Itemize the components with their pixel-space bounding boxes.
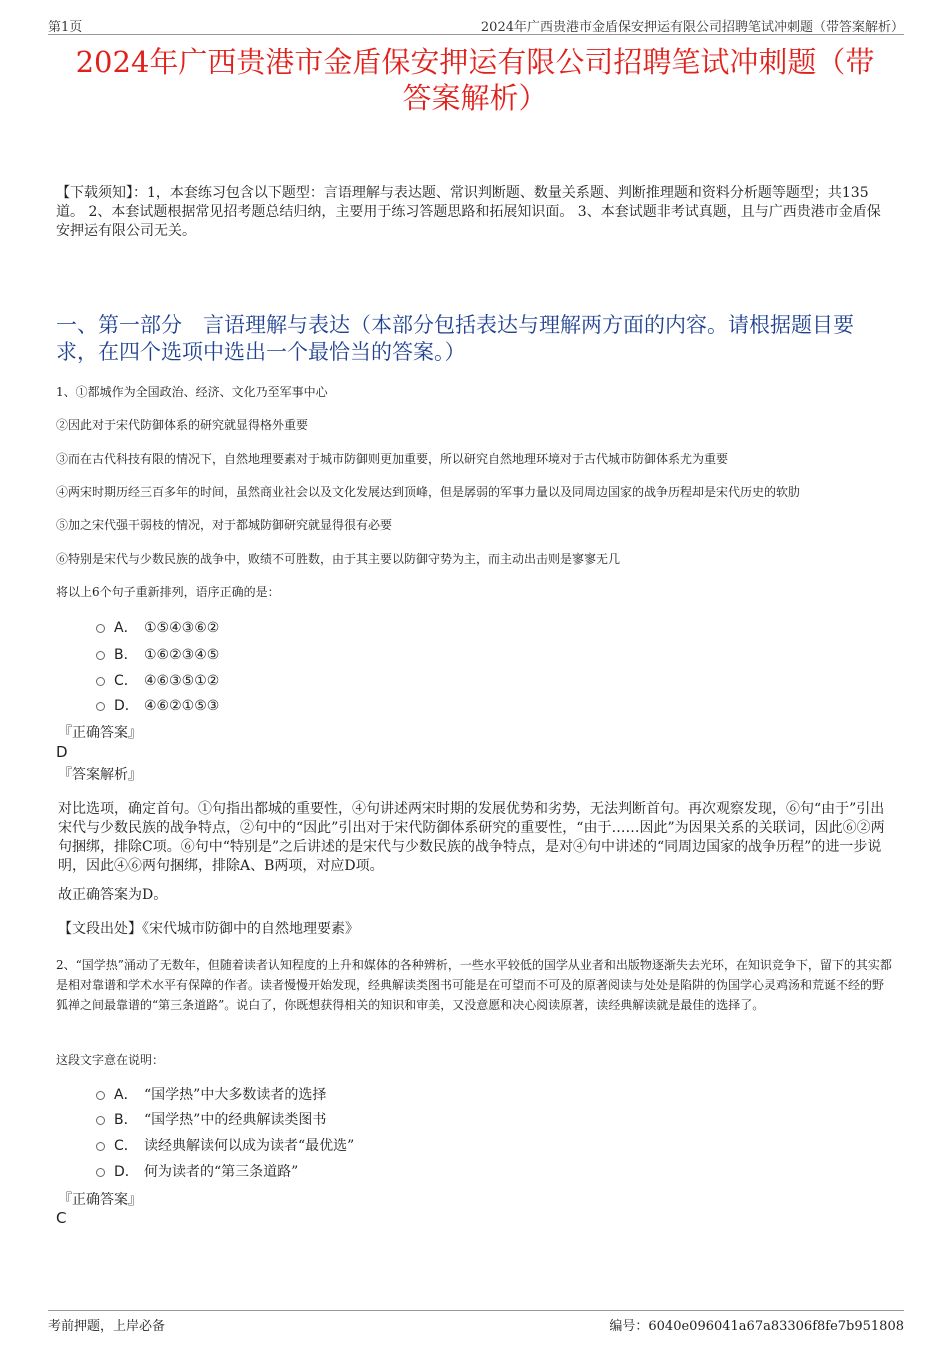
download-notice: 【下载须知】：1，本套练习包含以下题型：言语理解与表达题、常识判断题、数量关系题、判断推理题和资料分析题等题型；共135道。 2、本套试题根据常见招考题总结归纳，主要用于练习答题思路和拓展知识面。 3、本套试题非考试真题，且与广西贵港市金盾保安押运有限公司无关。	[56, 185, 881, 239]
option-text: ①⑥②③④⑤	[144, 647, 220, 663]
q1-option-d[interactable]	[96, 696, 219, 716]
q1-analysis-label: 『答案解析』	[58, 767, 142, 783]
q1-sentence-3: ③而在古代科技有限的情况下，自然地理要素对于城市防御则更加重要，所以研究自然地理环境对于古代城市防御体系尤为重要	[56, 452, 729, 466]
q2-option-a[interactable]	[96, 1085, 326, 1105]
option-text: ④⑥②①⑤③	[144, 698, 220, 714]
option-text: “国学热”中的经典解读类图书	[144, 1112, 327, 1128]
page-header	[48, 14, 904, 35]
q2-option-d[interactable]	[96, 1162, 298, 1182]
page-number: 第1页	[48, 20, 83, 35]
radio-icon[interactable]	[96, 651, 105, 660]
document-title	[40, 44, 910, 116]
radio-icon[interactable]	[96, 702, 105, 711]
q1-sentence-6: ⑥特别是宋代与少数民族的战争中，败绩不可胜数，由于其主要以防御守势为主，而主动出击则是寥寥无几	[56, 552, 621, 566]
q1-source: 【文段出处】《宋代城市防御中的自然地理要素》	[58, 921, 359, 937]
footer-slogan: 考前押题，上岸必备	[48, 1319, 166, 1334]
option-key: A．	[114, 1087, 138, 1103]
q1-sentence-4: ④两宋时期历经三百多年的时间，虽然商业社会以及文化发展达到顶峰，但是孱弱的军事力量以及同周边国家的战争历程却是宋代历史的软肋	[56, 485, 801, 499]
option-key: C．	[114, 1138, 138, 1154]
q1-option-c[interactable]	[96, 671, 219, 691]
q1-answer-label: 『正确答案』	[58, 725, 142, 741]
option-key: B．	[114, 647, 138, 663]
q1-stem: 将以上6个句子重新排列，语序正确的是：	[56, 585, 280, 599]
option-text: “国学热”中大多数读者的选择	[144, 1087, 327, 1103]
option-key: C．	[114, 673, 138, 689]
title-line-2: 答案解析）	[402, 81, 548, 115]
option-text: ①⑤④③⑥②	[144, 620, 220, 636]
option-key: D．	[114, 698, 139, 714]
q1-sentence-2: ②因此对于宋代防御体系的研究就显得格外重要	[56, 418, 309, 432]
q2-passage: 2、“国学热”涌动了无数年，但随着读者认知程度的上升和媒体的各种辨析，一些水平较低的国学从业者和出版物逐渐失去光环，在知识竞争下，留下的其实都是相对靠谱和学术水平有保障的作者。读者慢慢开始发现，经典解读类图书可能是在可望而不可及的原著阅读与处处是陷阱的伪国学心灵鸡汤和荒诞不经的野狐禅之间最靠谱的“第三条道路”。说白了，你既想获得相关的知识和审美，又没意愿和决心阅读原著，读经典解读就是最佳的选择了。	[56, 958, 892, 1012]
q2-option-c[interactable]	[96, 1136, 354, 1156]
page-footer	[48, 1310, 904, 1334]
footer-doc-id: 编号：6040e096041a67a83306f8fe7b951808	[609, 1319, 904, 1334]
q1-option-a[interactable]	[96, 618, 219, 638]
option-key: A．	[114, 620, 138, 636]
option-key: D．	[114, 1164, 139, 1180]
q1-analysis: 对比选项，确定首句。①句指出都城的重要性，④句讲述两宋时期的发展优势和劣势，无法判断首句。再次观察发现，⑥句“由于”引出宋代与少数民族的战争特点，②句中的“因此”引出对于宋代防御体系研究的重要性，“由于……因此”为因果关系的关联词，因此⑥②两句捆绑，排除C项。⑥句中“特别是”之后讲述的是宋代与少数民族的战争特点，是对④句中讲述的“同周边国家的战争历程”的进一步说明，因此④⑥两句捆绑，排除A、B两项，对应D项。	[58, 801, 885, 874]
q1-sentence-1: 1、①都城作为全国政治、经济、文化乃至军事中心	[56, 385, 328, 399]
q1-option-b[interactable]	[96, 645, 219, 665]
option-text: 何为读者的“第三条道路”	[144, 1164, 299, 1180]
q2-stem: 这段文字意在说明：	[56, 1053, 165, 1067]
radio-icon[interactable]	[96, 1091, 105, 1100]
q2-answer: C	[56, 1209, 67, 1227]
q1-conclusion: 故正确答案为D。	[58, 887, 168, 903]
title-line-1: 2024年广西贵港市金盾保安押运有限公司招聘笔试冲刺题（带	[75, 45, 875, 79]
radio-icon[interactable]	[96, 1142, 105, 1151]
option-key: B．	[114, 1112, 138, 1128]
radio-icon[interactable]	[96, 677, 105, 686]
radio-icon[interactable]	[96, 1168, 105, 1177]
option-text: ④⑥③⑤①②	[144, 673, 220, 689]
q2-answer-label: 『正确答案』	[58, 1192, 142, 1208]
q1-answer: D	[56, 743, 68, 761]
radio-icon[interactable]	[96, 624, 105, 633]
option-text: 读经典解读何以成为读者“最优选”	[144, 1138, 355, 1154]
q2-option-b[interactable]	[96, 1110, 326, 1130]
section-heading: 一、第一部分 言语理解与表达（本部分包括表达与理解两方面的内容。请根据题目要求，在四个选项中选出一个最恰当的答案。）	[56, 313, 854, 364]
header-doc-title: 2024年广西贵港市金盾保安押运有限公司招聘笔试冲刺题（带答案解析）	[480, 20, 904, 35]
q1-sentence-5: ⑤加之宋代强干弱枝的情况，对于都城防御研究就显得很有必要	[56, 518, 393, 532]
radio-icon[interactable]	[96, 1116, 105, 1125]
